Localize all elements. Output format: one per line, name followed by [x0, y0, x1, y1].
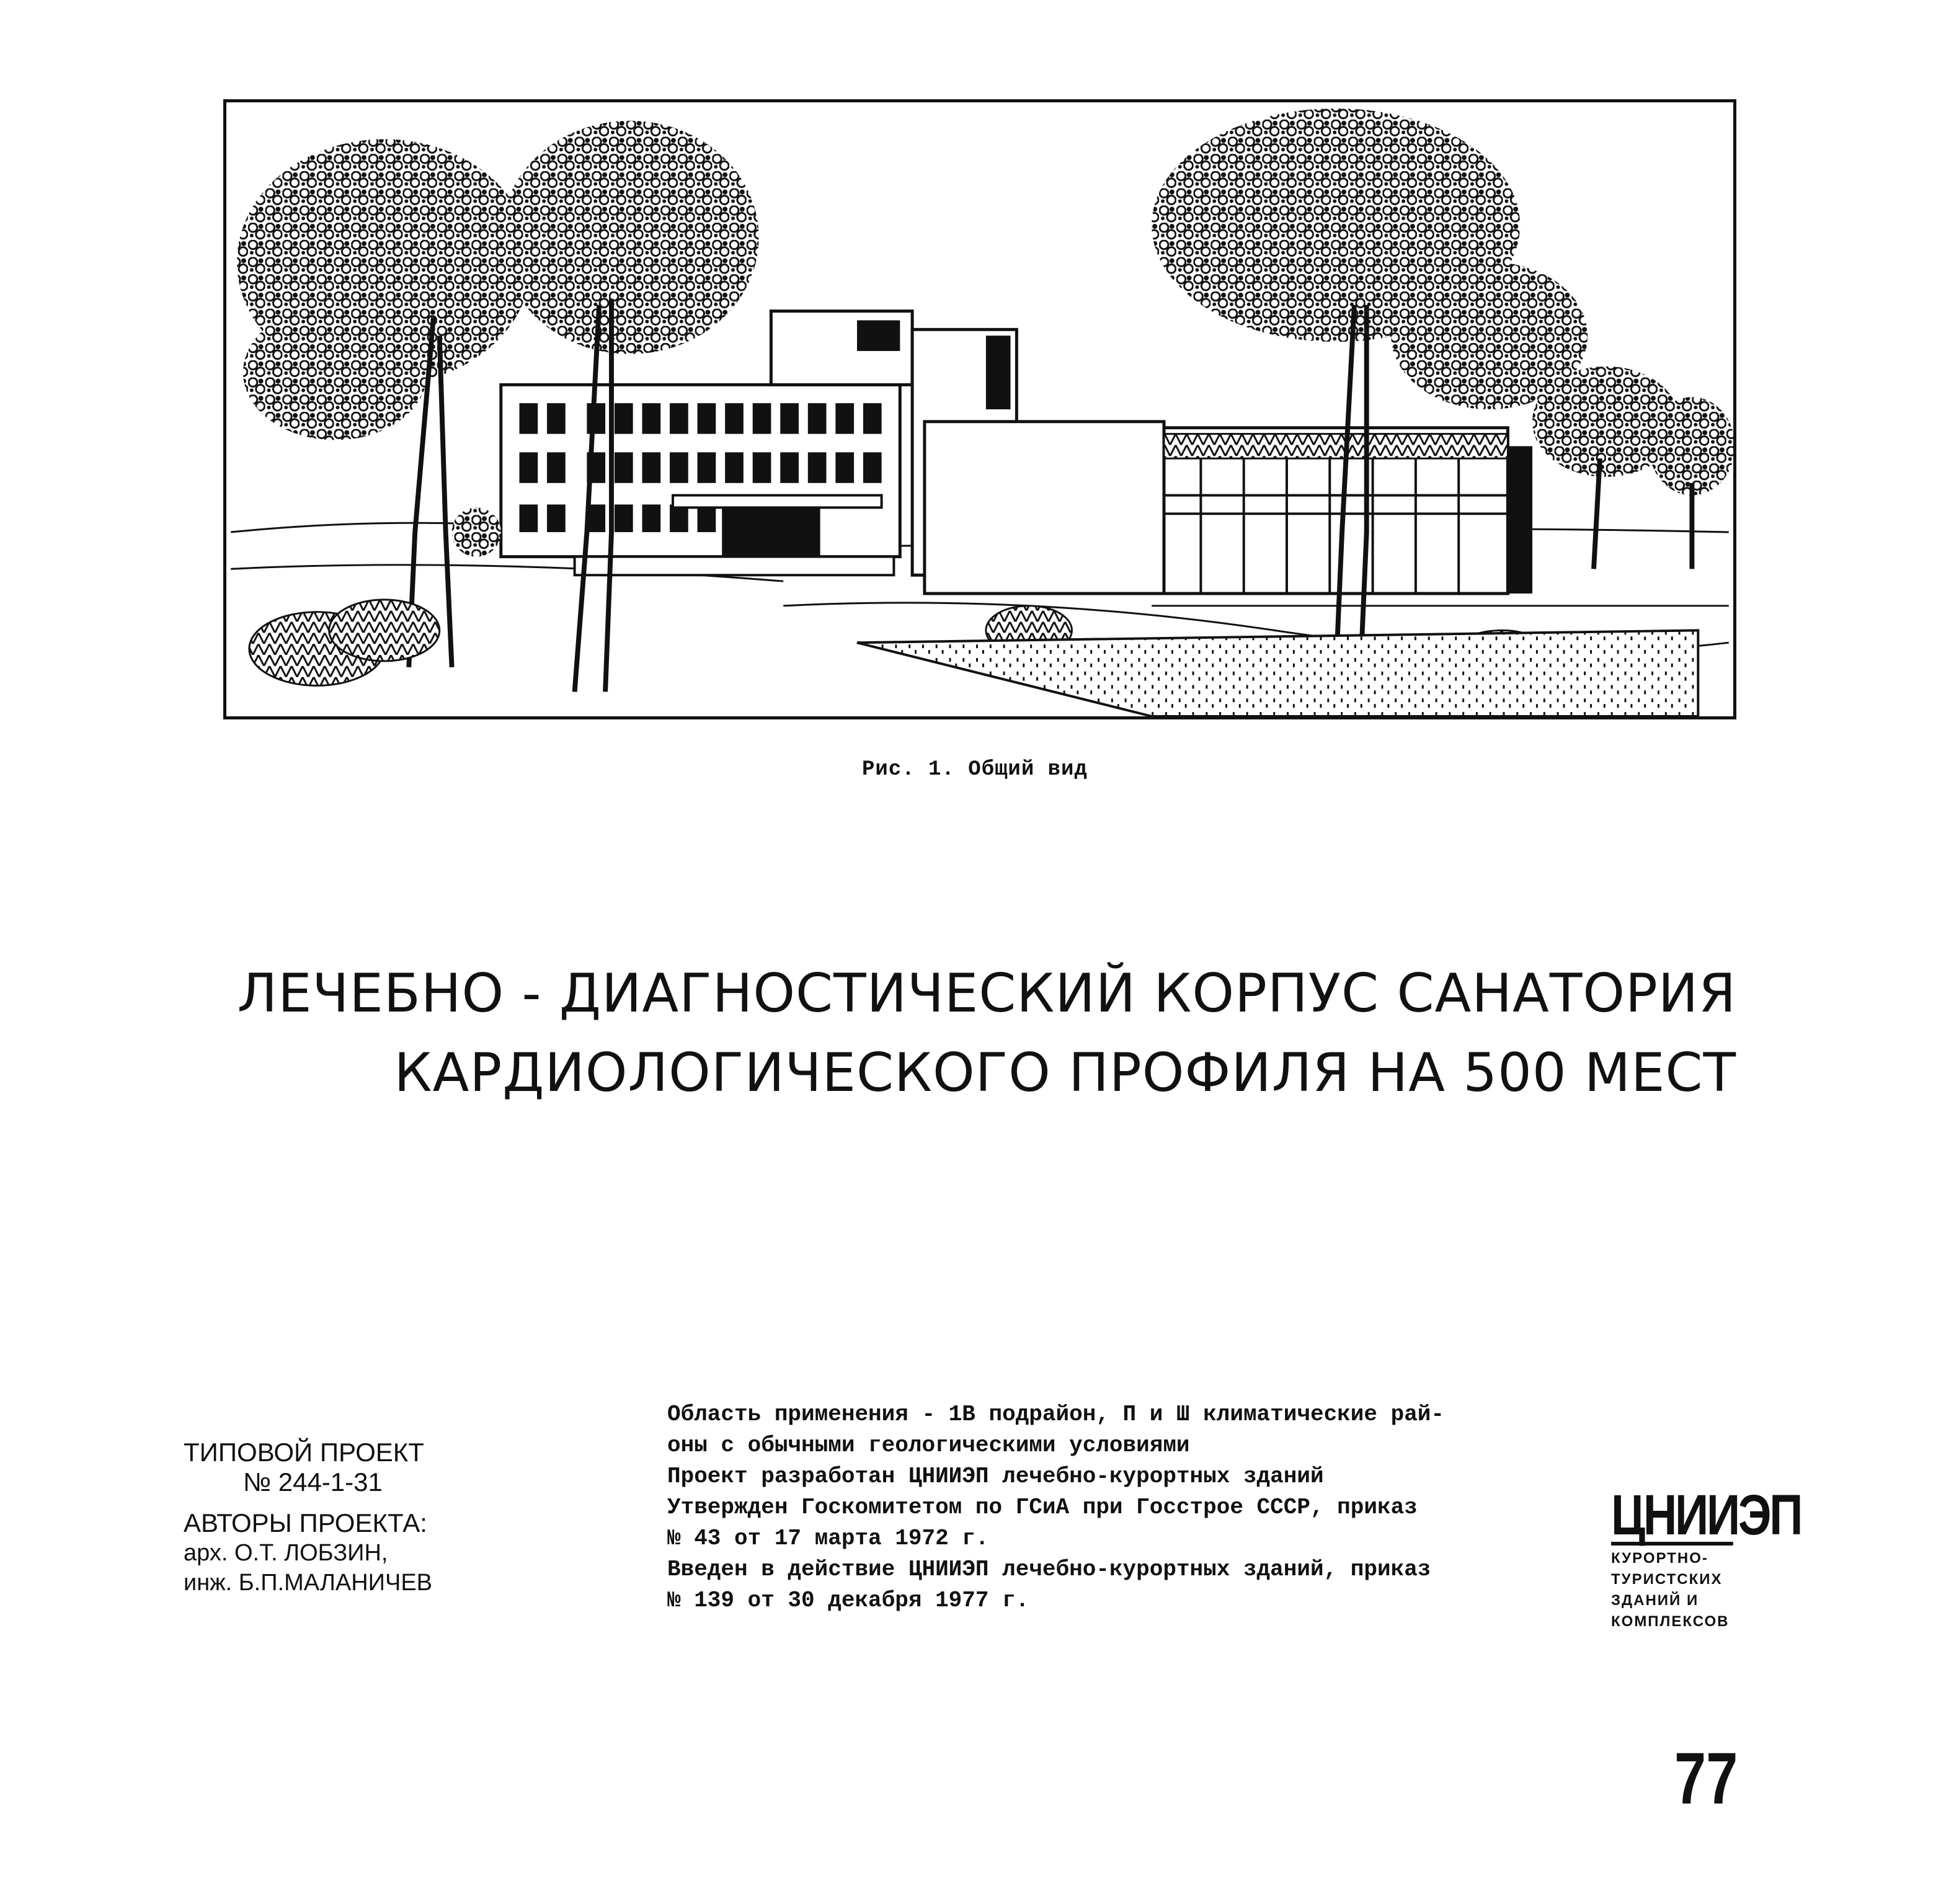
info-line: Введен в действие ЦНИИЭП лечебно-курортных зданий, приказ [667, 1557, 1431, 1582]
figure-frame [223, 99, 1736, 719]
info-line: оны с обычными геологическими условиями [667, 1433, 1190, 1458]
logo-line-3: ЗДАНИЙ И [1611, 1592, 1699, 1609]
logo-line-2: ТУРИСТСКИХ [1611, 1571, 1723, 1588]
info-line: Проект разработан ЦНИИЭП лечебно-курортных зданий [667, 1464, 1324, 1489]
authors-label: АВТОРЫ ПРОЕКТА: [184, 1508, 427, 1537]
info-line: Область применения - 1В подрайон, П и Ш климатические рай- [667, 1402, 1445, 1427]
logo-line-1: КУРОРТНО- [1611, 1550, 1708, 1567]
author-2: инж. Б.П.МАЛАНИЧЕВ [184, 1570, 433, 1596]
page-title-line-1: ЛЕЧЕБНО - ДИАГНОСТИЧЕСКИЙ КОРПУС САНАТОРИЯ [237, 963, 1736, 1025]
info-line: № 139 от 30 декабря 1977 г. [667, 1588, 1029, 1613]
info-line: Утвержден Госкомитетом по ГСиА при Госстрое СССР, приказ [667, 1495, 1418, 1520]
logo-mark: ЦНИИЭП [1611, 1484, 1801, 1547]
logo-line-4: КОМПЛЕКСОВ [1611, 1613, 1730, 1630]
institute-logo [1611, 1484, 1801, 1630]
project-info [184, 1438, 432, 1598]
approval-info [667, 1399, 1444, 1616]
project-label: ТИПОВОЙ ПРОЕКТ [184, 1438, 424, 1467]
figure-caption: Рис. 1. Общий вид [862, 758, 1088, 781]
building-sketch-icon [226, 102, 1733, 716]
project-number: № 244-1-31 [243, 1467, 383, 1497]
page-title-line-2: КАРДИОЛОГИЧЕСКОГО ПРОФИЛЯ НА 500 МЕСТ [394, 1042, 1736, 1104]
author-1: арх. О.Т. ЛОБЗИН, [184, 1540, 388, 1566]
info-line: № 43 от 17 марта 1972 г. [667, 1526, 989, 1551]
page-number: 77 [1674, 1738, 1738, 1820]
